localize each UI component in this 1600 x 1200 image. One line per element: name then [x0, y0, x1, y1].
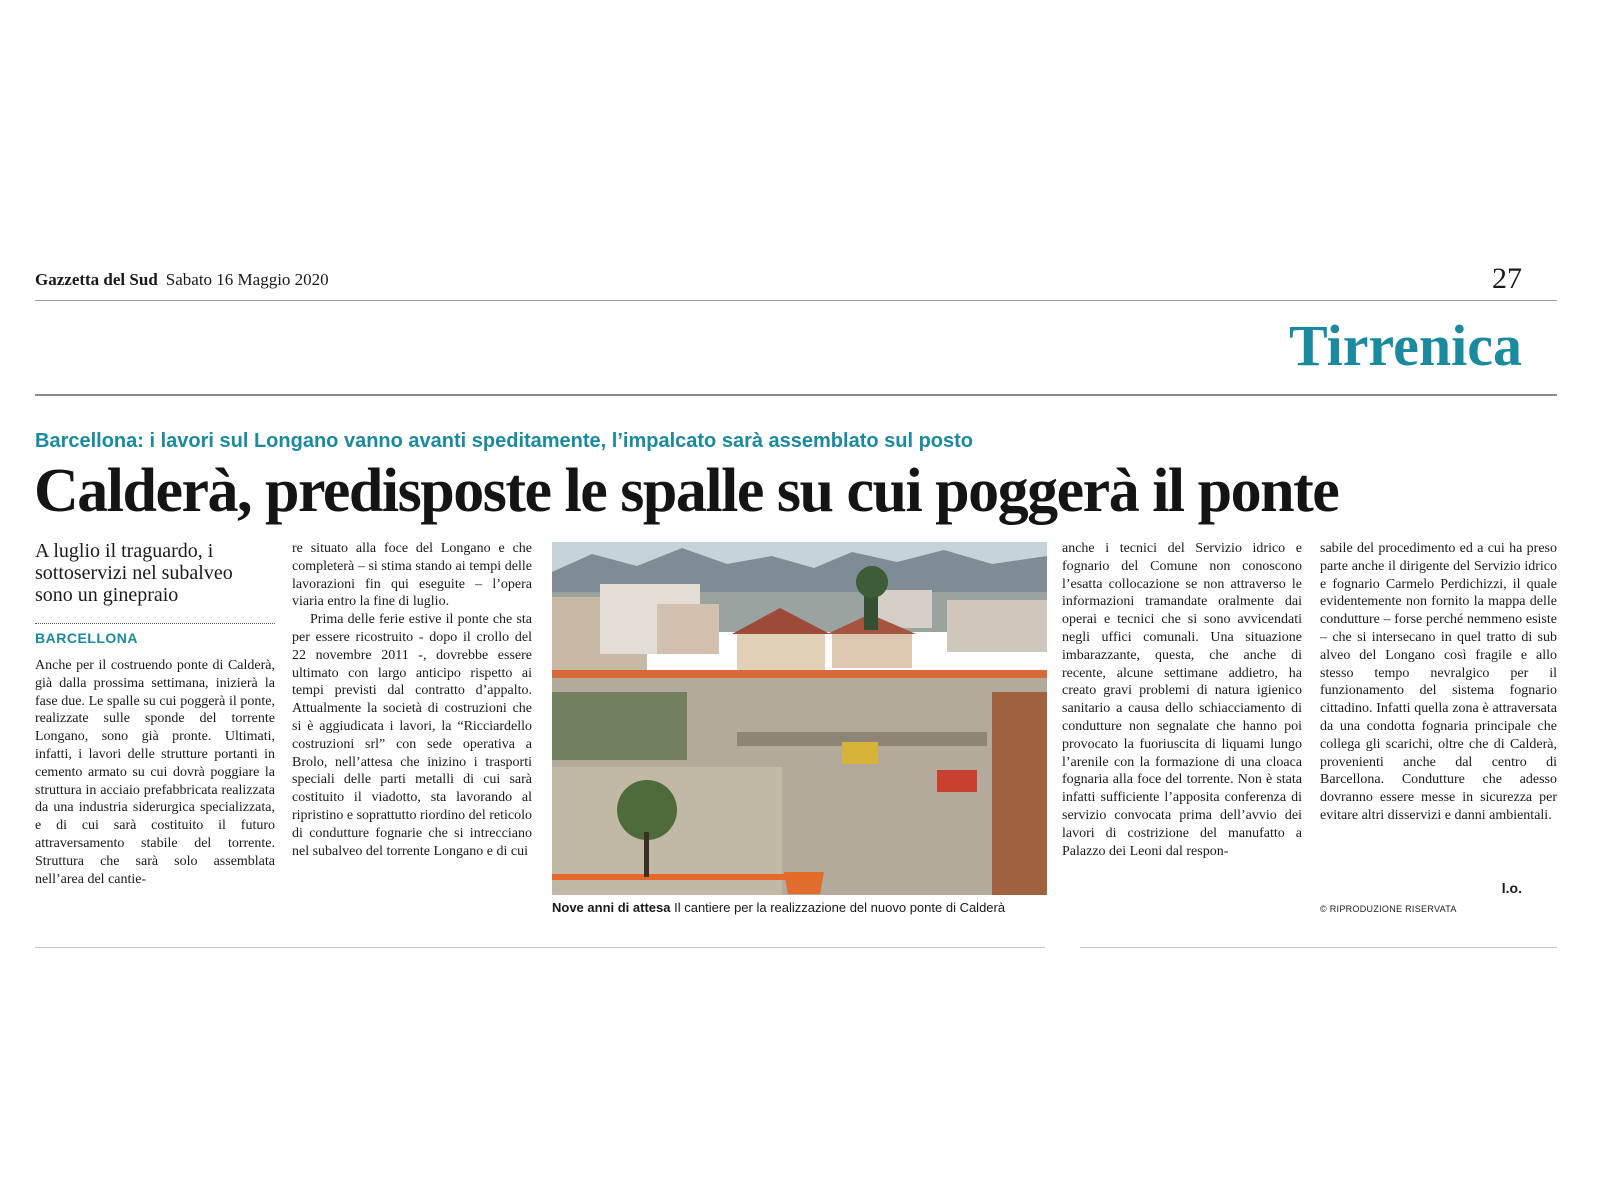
body-paragraph: Prima delle ferie estive il ponte che sta per essere ricostruito - dopo il crollo del 22 novembre 2011 -, dovrebbe essere ultimato con largo anticipo rispetto ai tempi previsti dal contratto d’appalto. Attualmente la società di costruzioni che si è aggiudicata i lavori, la “Ricciardello costruzioni srl” con sede operativa a Brolo, nell’attesa che inizino i trasporti speciali delle parti metalli di cui sarà costituito il viadotto, sta lavorando al ripristino e soprattutto riordino del reticolo di condutture fognarie che si intrecciano nel subalveo del torrente Longano e di cui: [292, 612, 532, 859]
author-initials: l.o.: [1501, 880, 1522, 896]
photo-caption: [552, 900, 1005, 915]
top-rule: [35, 300, 1557, 301]
photo-caption-text: Il cantiere per la realizzazione del nuovo ponte di Calderà: [674, 900, 1006, 915]
body-column-3: [1062, 540, 1302, 860]
issue-date: Sabato 16 Maggio 2020: [165, 270, 329, 289]
masthead: [35, 270, 329, 290]
photo-illustration: [552, 542, 1047, 895]
body-paragraph: sabile del procedimento ed a cui ha preso parte anche il dirigente del Servizio idrico e fognario Carmelo Perdichizzi, il quale evidentemente non fornito la mappa delle condutture – forse perché nemmeno esiste – che si intersecano in quel tratto di sub alveo del Longano così fragile e allo stesso tempo nevralgico per il funzionamento del sistema fognario cittadino. Infatti quella zona è attraversata da una condotta fognaria principale che collega gli scarichi, oltre che di Calderà, provenienti anche dal centro di Barcellona. Condutture che adesso dovranno essere messe in sicurezza per evitare altri disservizi e danni ambientali.: [1320, 541, 1557, 823]
subhead-rule: [35, 623, 275, 624]
body-column-4: [1320, 540, 1557, 825]
construction-site-photo: [552, 542, 1047, 895]
body-paragraph: Anche per il costruendo ponte di Calderà, già dalla prossima settimana, inizierà la fase due. Le spalle su cui poggerà il ponte, realizzate sulle sponde del torrente Longano, sono già pronte. Ultimati, infatti, i lavori delle strutture portanti in cemento armato su cui dovrà poggiare la struttura in acciaio prefabbricata realizzata da una industria siderurgica specializzata, e di cui sarà costituito il futuro attraversamento stabile del torrente. Struttura che sarà solo assemblata nell’area del cantie-: [35, 658, 275, 887]
section-title: Tirrenica: [1288, 313, 1522, 378]
bottom-rule: [35, 947, 1045, 948]
photo-caption-title: Nove anni di attesa: [552, 900, 671, 915]
article-kicker: Barcellona: i lavori sul Longano vanno avanti speditamente, l’impalcato sarà assemblato sul posto: [35, 430, 974, 452]
section-rule: [35, 394, 1557, 396]
dateline-place: BARCELLONA: [35, 630, 138, 646]
copyright-notice: © RIPRODUZIONE RISERVATA: [1320, 904, 1457, 914]
body-paragraph: re situato alla foce del Longano e che completerà – si stima stando ai tempi delle lavorazioni fin qui eseguite – l’opera viaria entro la fine di luglio.: [292, 541, 532, 610]
article-subhead: A luglio il traguardo, i sottoservizi nel subalveo sono un ginepraio: [35, 540, 233, 606]
page-number: 27: [1492, 262, 1522, 295]
body-column-2: [292, 540, 532, 860]
article-headline: Calderà, predisposte le spalle su cui poggerà il ponte: [34, 457, 1339, 525]
body-paragraph: anche i tecnici del Servizio idrico e fognario del Comune non conoscono l’esatta collocazione se non attraverso le informazioni tramandate oralmente dai operai e tecnici che si sono avvicendati negli uffici comunali. Una situazione imbarazzante, questa, che anche di recente, alcune settimane addietro, ha creato gravi problemi di natura igienico sanitario a causa dello schiacciamento di condutture non segnalate che hanno poi provocato la fuoriuscita di liquami lungo l’arenile con la formazione di una cloaca fognaria alla foce del torrente. Non è stata infatti sufficiente l’apposita conferenza di servizio convocata prima dell’avvio dei lavori di costrizione del manufatto a Palazzo dei Leoni dal respon-: [1062, 541, 1302, 859]
body-column-1: [35, 657, 275, 888]
newspaper-name: Gazzetta del Sud: [35, 270, 158, 289]
bottom-rule: [1080, 947, 1557, 948]
